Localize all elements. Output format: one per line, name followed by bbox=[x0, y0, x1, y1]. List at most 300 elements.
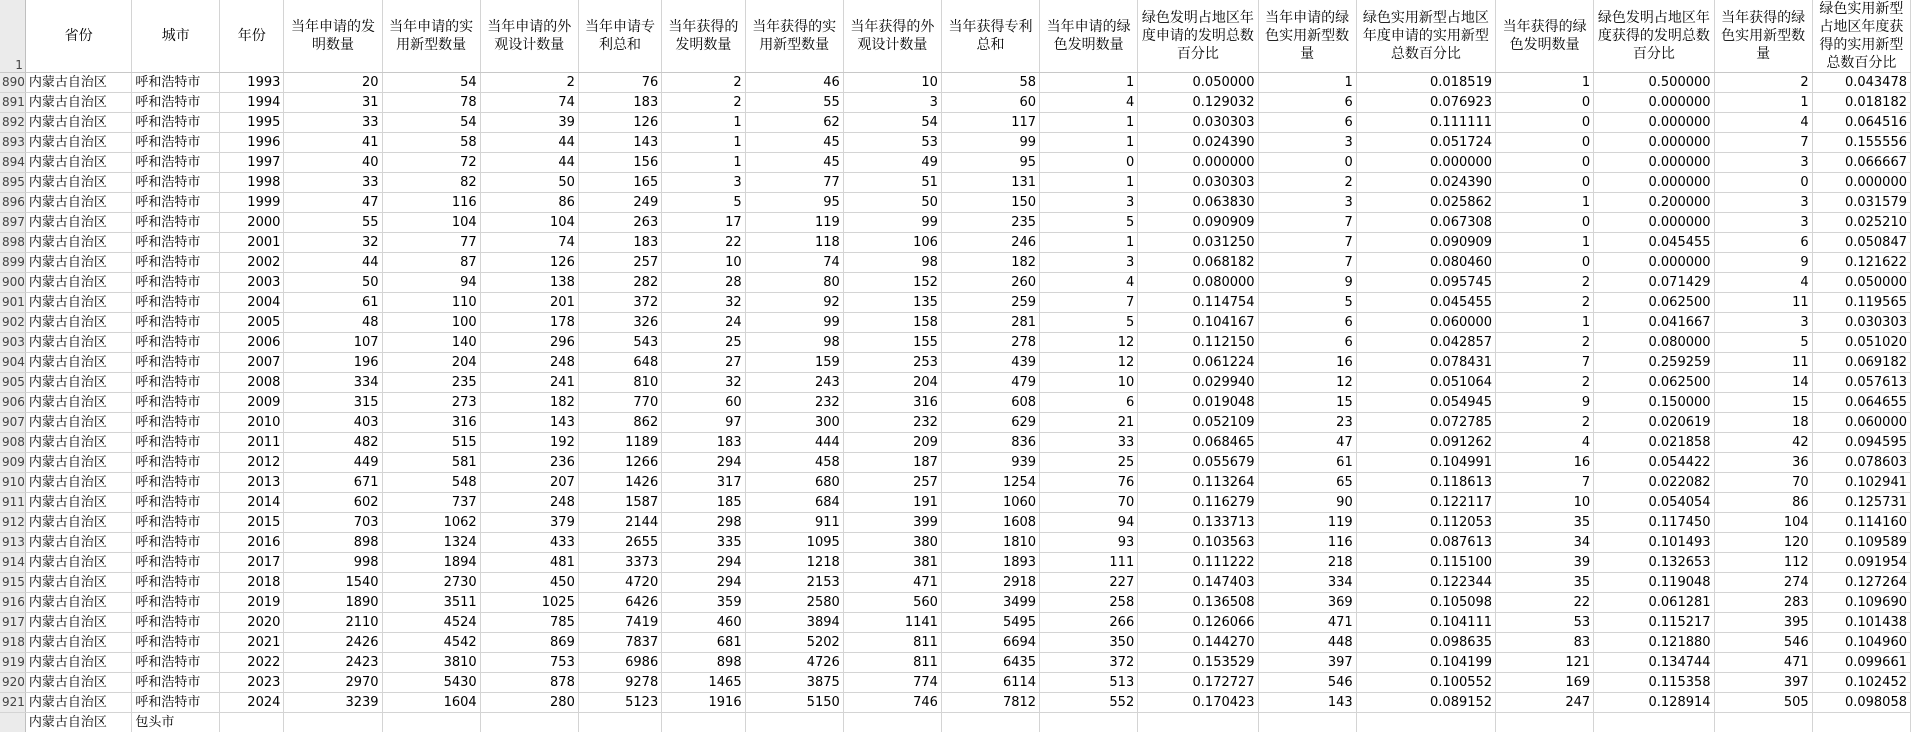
table-cell[interactable]: 80 bbox=[745, 273, 843, 293]
table-cell[interactable]: 内蒙古自治区 bbox=[25, 713, 132, 732]
table-cell[interactable]: 2019 bbox=[220, 593, 284, 613]
row-number[interactable]: 897 bbox=[0, 213, 25, 233]
table-cell[interactable]: 65 bbox=[1258, 473, 1356, 493]
table-cell[interactable]: 0.052109 bbox=[1138, 413, 1258, 433]
table-cell[interactable]: 内蒙古自治区 bbox=[25, 273, 132, 293]
row-number[interactable]: 916 bbox=[0, 593, 25, 613]
table-cell[interactable]: 911 bbox=[745, 513, 843, 533]
table-cell[interactable]: 呼和浩特市 bbox=[132, 353, 220, 373]
table-cell[interactable]: 33 bbox=[284, 113, 382, 133]
table-cell[interactable]: 0.500000 bbox=[1594, 73, 1714, 93]
table-cell[interactable]: 546 bbox=[1258, 673, 1356, 693]
table-cell[interactable]: 0 bbox=[1714, 173, 1812, 193]
table-cell[interactable]: 1994 bbox=[220, 93, 284, 113]
table-cell[interactable]: 774 bbox=[843, 673, 941, 693]
table-cell[interactable]: 0.000000 bbox=[1594, 213, 1714, 233]
table-cell[interactable]: 0.147403 bbox=[1138, 573, 1258, 593]
table-cell[interactable]: 0.126066 bbox=[1138, 613, 1258, 633]
table-cell[interactable]: 7 bbox=[1040, 293, 1138, 313]
table-cell[interactable]: 6 bbox=[1258, 333, 1356, 353]
table-cell[interactable]: 259 bbox=[941, 293, 1039, 313]
table-cell[interactable]: 335 bbox=[662, 533, 745, 553]
table-cell[interactable]: 2580 bbox=[745, 593, 843, 613]
table-cell[interactable]: 152 bbox=[843, 273, 941, 293]
table-cell[interactable]: 0.128914 bbox=[1594, 693, 1714, 713]
table-cell[interactable]: 1608 bbox=[941, 513, 1039, 533]
table-cell[interactable]: 55 bbox=[745, 93, 843, 113]
table-cell[interactable]: 334 bbox=[284, 373, 382, 393]
table-cell[interactable]: 33 bbox=[284, 173, 382, 193]
row-number[interactable]: 908 bbox=[0, 433, 25, 453]
table-cell[interactable]: 39 bbox=[480, 113, 578, 133]
table-cell[interactable]: 1025 bbox=[480, 593, 578, 613]
table-cell[interactable]: 内蒙古自治区 bbox=[25, 513, 132, 533]
table-cell[interactable]: 247 bbox=[1496, 693, 1594, 713]
table-cell[interactable]: 482 bbox=[284, 433, 382, 453]
table-cell[interactable]: 54 bbox=[382, 113, 480, 133]
table-cell[interactable]: 1 bbox=[1496, 233, 1594, 253]
table-cell[interactable]: 1426 bbox=[578, 473, 661, 493]
table-cell[interactable]: 395 bbox=[1714, 613, 1812, 633]
table-cell[interactable]: 0.115100 bbox=[1356, 553, 1495, 573]
table-cell[interactable]: 703 bbox=[284, 513, 382, 533]
table-cell[interactable]: 248 bbox=[480, 493, 578, 513]
row-number[interactable]: 893 bbox=[0, 133, 25, 153]
table-cell[interactable] bbox=[480, 713, 578, 732]
table-cell[interactable]: 316 bbox=[382, 413, 480, 433]
table-cell[interactable]: 44 bbox=[480, 153, 578, 173]
table-cell[interactable]: 0.055679 bbox=[1138, 453, 1258, 473]
table-cell[interactable]: 671 bbox=[284, 473, 382, 493]
table-cell[interactable]: 1060 bbox=[941, 493, 1039, 513]
table-cell[interactable]: 35 bbox=[1496, 513, 1594, 533]
table-cell[interactable]: 192 bbox=[480, 433, 578, 453]
row-number[interactable]: 894 bbox=[0, 153, 25, 173]
table-cell[interactable]: 1 bbox=[1040, 173, 1138, 193]
table-cell[interactable] bbox=[1040, 713, 1138, 732]
table-cell[interactable]: 0 bbox=[1496, 133, 1594, 153]
table-cell[interactable]: 0.078603 bbox=[1812, 453, 1910, 473]
table-cell[interactable]: 3 bbox=[1040, 253, 1138, 273]
table-cell[interactable]: 236 bbox=[480, 453, 578, 473]
table-cell[interactable]: 内蒙古自治区 bbox=[25, 553, 132, 573]
table-cell[interactable]: 内蒙古自治区 bbox=[25, 293, 132, 313]
table-cell[interactable]: 76 bbox=[1040, 473, 1138, 493]
column-header[interactable]: 绿色发明占地区年度获得的发明总数百分比 bbox=[1594, 0, 1714, 73]
table-cell[interactable]: 0.024390 bbox=[1356, 173, 1495, 193]
row-number[interactable]: 911 bbox=[0, 493, 25, 513]
table-cell[interactable]: 248 bbox=[480, 353, 578, 373]
column-header[interactable]: 当年获得专利总和 bbox=[941, 0, 1039, 73]
table-cell[interactable]: 4726 bbox=[745, 653, 843, 673]
table-cell[interactable]: 2023 bbox=[220, 673, 284, 693]
table-cell[interactable]: 0.121880 bbox=[1594, 633, 1714, 653]
table-cell[interactable]: 0.114754 bbox=[1138, 293, 1258, 313]
table-cell[interactable]: 7 bbox=[1496, 473, 1594, 493]
table-cell[interactable]: 0.064516 bbox=[1812, 113, 1910, 133]
table-cell[interactable]: 2018 bbox=[220, 573, 284, 593]
table-cell[interactable]: 737 bbox=[382, 493, 480, 513]
table-cell[interactable]: 1587 bbox=[578, 493, 661, 513]
table-cell[interactable]: 3 bbox=[1714, 193, 1812, 213]
table-cell[interactable]: 2 bbox=[480, 73, 578, 93]
table-cell[interactable]: 182 bbox=[480, 393, 578, 413]
table-cell[interactable]: 0.020619 bbox=[1594, 413, 1714, 433]
table-cell[interactable]: 1095 bbox=[745, 533, 843, 553]
table-cell[interactable]: 0.104960 bbox=[1812, 633, 1910, 653]
column-header[interactable]: 城市 bbox=[132, 0, 220, 73]
table-cell[interactable]: 334 bbox=[1258, 573, 1356, 593]
table-cell[interactable] bbox=[843, 713, 941, 732]
table-cell[interactable]: 0.080000 bbox=[1138, 273, 1258, 293]
table-cell[interactable]: 60 bbox=[941, 93, 1039, 113]
table-cell[interactable]: 1062 bbox=[382, 513, 480, 533]
table-cell[interactable]: 41 bbox=[284, 133, 382, 153]
table-cell[interactable]: 呼和浩特市 bbox=[132, 513, 220, 533]
table-cell[interactable]: 0.099661 bbox=[1812, 653, 1910, 673]
table-cell[interactable]: 1 bbox=[662, 113, 745, 133]
table-cell[interactable]: 16 bbox=[1258, 353, 1356, 373]
table-cell[interactable]: 0.000000 bbox=[1594, 93, 1714, 113]
row-number[interactable] bbox=[0, 713, 25, 732]
table-cell[interactable]: 266 bbox=[1040, 613, 1138, 633]
column-header[interactable]: 当年获得的发明数量 bbox=[662, 0, 745, 73]
table-cell[interactable]: 12 bbox=[1040, 353, 1138, 373]
table-cell[interactable] bbox=[745, 713, 843, 732]
table-cell[interactable]: 257 bbox=[578, 253, 661, 273]
table-cell[interactable]: 155 bbox=[843, 333, 941, 353]
row-number[interactable]: 891 bbox=[0, 93, 25, 113]
table-cell[interactable]: 22 bbox=[662, 233, 745, 253]
table-cell[interactable]: 21 bbox=[1040, 413, 1138, 433]
table-cell[interactable]: 0.021858 bbox=[1594, 433, 1714, 453]
table-cell[interactable]: 4 bbox=[1040, 273, 1138, 293]
table-cell[interactable]: 4720 bbox=[578, 573, 661, 593]
table-cell[interactable]: 内蒙古自治区 bbox=[25, 633, 132, 653]
table-cell[interactable]: 呼和浩特市 bbox=[132, 273, 220, 293]
table-cell[interactable]: 2 bbox=[1496, 293, 1594, 313]
table-cell[interactable]: 4 bbox=[1496, 433, 1594, 453]
table-cell[interactable]: 呼和浩特市 bbox=[132, 533, 220, 553]
table-cell[interactable]: 0.087613 bbox=[1356, 533, 1495, 553]
table-cell[interactable]: 257 bbox=[843, 473, 941, 493]
table-cell[interactable]: 0.000000 bbox=[1138, 153, 1258, 173]
table-cell[interactable]: 0.022082 bbox=[1594, 473, 1714, 493]
table-cell[interactable]: 呼和浩特市 bbox=[132, 213, 220, 233]
table-cell[interactable]: 0.068465 bbox=[1138, 433, 1258, 453]
table-cell[interactable]: 150 bbox=[941, 193, 1039, 213]
table-cell[interactable]: 83 bbox=[1496, 633, 1594, 653]
table-cell[interactable]: 99 bbox=[745, 313, 843, 333]
table-cell[interactable]: 94 bbox=[382, 273, 480, 293]
table-cell[interactable]: 3499 bbox=[941, 593, 1039, 613]
table-cell[interactable]: 283 bbox=[1714, 593, 1812, 613]
table-cell[interactable]: 内蒙古自治区 bbox=[25, 253, 132, 273]
table-cell[interactable]: 2 bbox=[1496, 373, 1594, 393]
table-cell[interactable]: 0.091262 bbox=[1356, 433, 1495, 453]
table-cell[interactable]: 0 bbox=[1496, 173, 1594, 193]
table-cell[interactable]: 0.024390 bbox=[1138, 133, 1258, 153]
table-cell[interactable]: 0.069182 bbox=[1812, 353, 1910, 373]
table-cell[interactable]: 862 bbox=[578, 413, 661, 433]
table-cell[interactable]: 0.030303 bbox=[1138, 113, 1258, 133]
table-cell[interactable]: 内蒙古自治区 bbox=[25, 453, 132, 473]
table-cell[interactable]: 471 bbox=[843, 573, 941, 593]
table-cell[interactable]: 1998 bbox=[220, 173, 284, 193]
row-number[interactable]: 921 bbox=[0, 693, 25, 713]
table-cell[interactable]: 0.121622 bbox=[1812, 253, 1910, 273]
table-cell[interactable]: 0.122344 bbox=[1356, 573, 1495, 593]
table-cell[interactable]: 300 bbox=[745, 413, 843, 433]
table-cell[interactable]: 258 bbox=[1040, 593, 1138, 613]
table-cell[interactable]: 5 bbox=[1714, 333, 1812, 353]
table-cell[interactable]: 2015 bbox=[220, 513, 284, 533]
table-cell[interactable]: 0.000000 bbox=[1594, 253, 1714, 273]
table-cell[interactable]: 2 bbox=[1258, 173, 1356, 193]
table-cell[interactable]: 0.061281 bbox=[1594, 593, 1714, 613]
table-cell[interactable]: 48 bbox=[284, 313, 382, 333]
table-cell[interactable]: 397 bbox=[1714, 673, 1812, 693]
table-cell[interactable]: 0.104111 bbox=[1356, 613, 1495, 633]
table-cell[interactable]: 0.111111 bbox=[1356, 113, 1495, 133]
table-cell[interactable]: 0.054422 bbox=[1594, 453, 1714, 473]
table-cell[interactable]: 746 bbox=[843, 693, 941, 713]
table-cell[interactable]: 1 bbox=[1040, 233, 1138, 253]
table-cell[interactable]: 10 bbox=[1040, 373, 1138, 393]
table-cell[interactable]: 0.029940 bbox=[1138, 373, 1258, 393]
table-cell[interactable]: 23 bbox=[1258, 413, 1356, 433]
table-cell[interactable]: 0.080460 bbox=[1356, 253, 1495, 273]
table-cell[interactable]: 内蒙古自治区 bbox=[25, 433, 132, 453]
table-cell[interactable]: 45 bbox=[745, 133, 843, 153]
row-number[interactable]: 906 bbox=[0, 393, 25, 413]
table-cell[interactable]: 2024 bbox=[220, 693, 284, 713]
table-cell[interactable]: 185 bbox=[662, 493, 745, 513]
table-cell[interactable] bbox=[220, 713, 284, 732]
table-cell[interactable]: 471 bbox=[1258, 613, 1356, 633]
table-cell[interactable]: 2001 bbox=[220, 233, 284, 253]
table-cell[interactable]: 121 bbox=[1496, 653, 1594, 673]
table-cell[interactable]: 90 bbox=[1258, 493, 1356, 513]
table-cell[interactable]: 10 bbox=[1496, 493, 1594, 513]
table-cell[interactable]: 14 bbox=[1714, 373, 1812, 393]
table-cell[interactable]: 呼和浩特市 bbox=[132, 653, 220, 673]
table-cell[interactable]: 0.051064 bbox=[1356, 373, 1495, 393]
table-cell[interactable]: 315 bbox=[284, 393, 382, 413]
table-cell[interactable]: 471 bbox=[1714, 653, 1812, 673]
table-cell[interactable]: 1266 bbox=[578, 453, 661, 473]
table-cell[interactable]: 2012 bbox=[220, 453, 284, 473]
table-cell[interactable]: 159 bbox=[745, 353, 843, 373]
table-cell[interactable]: 53 bbox=[843, 133, 941, 153]
row-number[interactable]: 901 bbox=[0, 293, 25, 313]
table-cell[interactable]: 0.090909 bbox=[1138, 213, 1258, 233]
table-cell[interactable]: 0.050847 bbox=[1812, 233, 1910, 253]
table-cell[interactable]: 2000 bbox=[220, 213, 284, 233]
table-cell[interactable]: 内蒙古自治区 bbox=[25, 373, 132, 393]
table-cell[interactable]: 77 bbox=[745, 173, 843, 193]
row-number[interactable]: 892 bbox=[0, 113, 25, 133]
table-cell[interactable]: 内蒙古自治区 bbox=[25, 413, 132, 433]
table-cell[interactable]: 479 bbox=[941, 373, 1039, 393]
table-cell[interactable]: 7837 bbox=[578, 633, 661, 653]
table-cell[interactable]: 433 bbox=[480, 533, 578, 553]
table-cell[interactable]: 294 bbox=[662, 573, 745, 593]
table-cell[interactable]: 350 bbox=[1040, 633, 1138, 653]
table-cell[interactable]: 204 bbox=[382, 353, 480, 373]
column-header[interactable]: 当年申请的绿色发明数量 bbox=[1040, 0, 1138, 73]
table-cell[interactable]: 3810 bbox=[382, 653, 480, 673]
table-cell[interactable]: 326 bbox=[578, 313, 661, 333]
table-cell[interactable]: 0.054054 bbox=[1594, 493, 1714, 513]
table-cell[interactable] bbox=[662, 713, 745, 732]
row-number[interactable]: 910 bbox=[0, 473, 25, 493]
table-cell[interactable]: 0.064655 bbox=[1812, 393, 1910, 413]
table-cell[interactable]: 内蒙古自治区 bbox=[25, 93, 132, 113]
table-cell[interactable]: 1218 bbox=[745, 553, 843, 573]
table-cell[interactable]: 878 bbox=[480, 673, 578, 693]
table-cell[interactable]: 3 bbox=[662, 173, 745, 193]
table-cell[interactable]: 呼和浩特市 bbox=[132, 333, 220, 353]
table-cell[interactable]: 2 bbox=[1496, 333, 1594, 353]
table-cell[interactable]: 2002 bbox=[220, 253, 284, 273]
table-cell[interactable]: 120 bbox=[1714, 533, 1812, 553]
table-cell[interactable]: 0.129032 bbox=[1138, 93, 1258, 113]
table-cell[interactable]: 47 bbox=[284, 193, 382, 213]
table-cell[interactable]: 2022 bbox=[220, 653, 284, 673]
table-cell[interactable]: 1 bbox=[1496, 193, 1594, 213]
table-cell[interactable] bbox=[1714, 713, 1812, 732]
row-number[interactable]: 896 bbox=[0, 193, 25, 213]
table-cell[interactable]: 1254 bbox=[941, 473, 1039, 493]
table-cell[interactable]: 24 bbox=[662, 313, 745, 333]
table-cell[interactable]: 2014 bbox=[220, 493, 284, 513]
table-cell[interactable]: 98 bbox=[745, 333, 843, 353]
table-cell[interactable]: 1540 bbox=[284, 573, 382, 593]
table-cell[interactable]: 0.000000 bbox=[1594, 133, 1714, 153]
table-cell[interactable]: 92 bbox=[745, 293, 843, 313]
table-cell[interactable]: 1810 bbox=[941, 533, 1039, 553]
table-cell[interactable]: 5150 bbox=[745, 693, 843, 713]
table-cell[interactable]: 0.132653 bbox=[1594, 553, 1714, 573]
row-number[interactable]: 895 bbox=[0, 173, 25, 193]
table-cell[interactable]: 2655 bbox=[578, 533, 661, 553]
table-cell[interactable]: 9278 bbox=[578, 673, 661, 693]
row-number[interactable]: 890 bbox=[0, 73, 25, 93]
table-cell[interactable]: 187 bbox=[843, 453, 941, 473]
table-cell[interactable]: 98 bbox=[843, 253, 941, 273]
table-cell[interactable]: 58 bbox=[382, 133, 480, 153]
table-cell[interactable]: 2 bbox=[662, 93, 745, 113]
table-cell[interactable]: 0 bbox=[1496, 213, 1594, 233]
table-cell[interactable]: 0.134744 bbox=[1594, 653, 1714, 673]
table-cell[interactable]: 143 bbox=[1258, 693, 1356, 713]
table-cell[interactable]: 50 bbox=[480, 173, 578, 193]
table-cell[interactable]: 680 bbox=[745, 473, 843, 493]
table-cell[interactable]: 156 bbox=[578, 153, 661, 173]
table-cell[interactable]: 86 bbox=[1714, 493, 1812, 513]
table-cell[interactable]: 548 bbox=[382, 473, 480, 493]
row-number[interactable]: 919 bbox=[0, 653, 25, 673]
table-cell[interactable]: 513 bbox=[1040, 673, 1138, 693]
table-cell[interactable]: 0.045455 bbox=[1594, 233, 1714, 253]
table-cell[interactable]: 31 bbox=[284, 93, 382, 113]
table-cell[interactable]: 810 bbox=[578, 373, 661, 393]
table-cell[interactable]: 0.062500 bbox=[1594, 293, 1714, 313]
table-cell[interactable]: 2153 bbox=[745, 573, 843, 593]
table-cell[interactable]: 294 bbox=[662, 453, 745, 473]
table-cell[interactable]: 72 bbox=[382, 153, 480, 173]
table-cell[interactable]: 235 bbox=[941, 213, 1039, 233]
table-cell[interactable]: 1 bbox=[1040, 133, 1138, 153]
table-cell[interactable]: 3 bbox=[1714, 153, 1812, 173]
table-cell[interactable]: 呼和浩特市 bbox=[132, 493, 220, 513]
table-cell[interactable]: 0.051724 bbox=[1356, 133, 1495, 153]
row-number[interactable]: 898 bbox=[0, 233, 25, 253]
table-cell[interactable]: 2144 bbox=[578, 513, 661, 533]
table-cell[interactable]: 5495 bbox=[941, 613, 1039, 633]
table-cell[interactable]: 458 bbox=[745, 453, 843, 473]
table-cell[interactable]: 2918 bbox=[941, 573, 1039, 593]
table-cell[interactable]: 5 bbox=[1040, 313, 1138, 333]
table-cell[interactable]: 0.066667 bbox=[1812, 153, 1910, 173]
table-cell[interactable]: 0.153529 bbox=[1138, 653, 1258, 673]
table-cell[interactable]: 183 bbox=[578, 93, 661, 113]
table-cell[interactable]: 0.018182 bbox=[1812, 93, 1910, 113]
table-cell[interactable]: 397 bbox=[1258, 653, 1356, 673]
column-header[interactable]: 当年申请的外观设计数量 bbox=[480, 0, 578, 73]
table-cell[interactable]: 280 bbox=[480, 693, 578, 713]
table-cell[interactable]: 5202 bbox=[745, 633, 843, 653]
table-cell[interactable]: 4542 bbox=[382, 633, 480, 653]
table-cell[interactable]: 0.031250 bbox=[1138, 233, 1258, 253]
table-cell[interactable]: 1890 bbox=[284, 593, 382, 613]
table-cell[interactable]: 1189 bbox=[578, 433, 661, 453]
table-cell[interactable]: 2008 bbox=[220, 373, 284, 393]
table-cell[interactable]: 86 bbox=[480, 193, 578, 213]
table-cell[interactable]: 201 bbox=[480, 293, 578, 313]
table-cell[interactable]: 3 bbox=[843, 93, 941, 113]
table-cell[interactable]: 869 bbox=[480, 633, 578, 653]
table-cell[interactable]: 450 bbox=[480, 573, 578, 593]
table-cell[interactable]: 0.125731 bbox=[1812, 493, 1910, 513]
table-cell[interactable]: 543 bbox=[578, 333, 661, 353]
table-cell[interactable]: 629 bbox=[941, 413, 1039, 433]
table-cell[interactable]: 5 bbox=[1258, 293, 1356, 313]
table-cell[interactable]: 9 bbox=[1714, 253, 1812, 273]
table-cell[interactable]: 2006 bbox=[220, 333, 284, 353]
table-cell[interactable]: 0 bbox=[1496, 113, 1594, 133]
table-cell[interactable]: 1324 bbox=[382, 533, 480, 553]
table-cell[interactable]: 196 bbox=[284, 353, 382, 373]
row-number[interactable]: 903 bbox=[0, 333, 25, 353]
table-cell[interactable]: 50 bbox=[284, 273, 382, 293]
table-cell[interactable]: 77 bbox=[382, 233, 480, 253]
table-cell[interactable]: 2017 bbox=[220, 553, 284, 573]
table-cell[interactable]: 0.098635 bbox=[1356, 633, 1495, 653]
table-cell[interactable]: 0 bbox=[1496, 253, 1594, 273]
table-cell[interactable]: 25 bbox=[662, 333, 745, 353]
table-cell[interactable]: 0.133713 bbox=[1138, 513, 1258, 533]
table-cell[interactable]: 481 bbox=[480, 553, 578, 573]
table-cell[interactable]: 0.063830 bbox=[1138, 193, 1258, 213]
table-cell[interactable]: 372 bbox=[578, 293, 661, 313]
table-cell[interactable]: 47 bbox=[1258, 433, 1356, 453]
table-cell[interactable]: 6694 bbox=[941, 633, 1039, 653]
table-cell[interactable]: 0.098058 bbox=[1812, 693, 1910, 713]
table-cell[interactable]: 呼和浩特市 bbox=[132, 473, 220, 493]
table-cell[interactable]: 232 bbox=[745, 393, 843, 413]
